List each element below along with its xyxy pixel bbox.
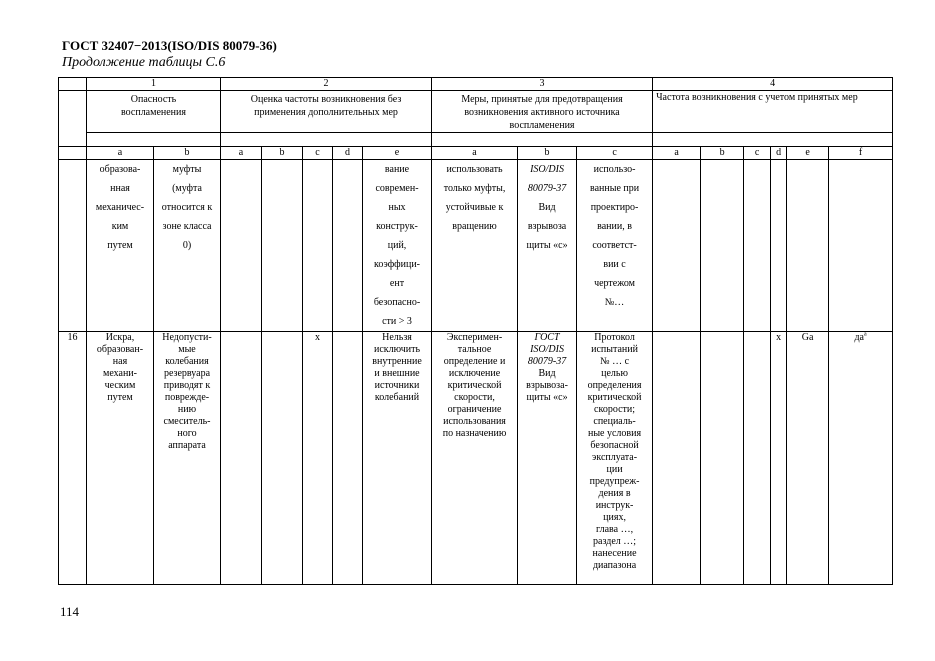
cell-2a — [221, 160, 262, 332]
sub-header-3b: b — [518, 147, 577, 160]
cell-1a: образова- нная механичес- ким путем — [87, 160, 154, 332]
group-header-ignition-hazard: Опасность воспламенения — [87, 91, 221, 133]
table-continuation-caption: Продолжение таблицы С.6 — [62, 55, 226, 70]
cell-4c — [744, 160, 771, 332]
group-number-4: 4 — [653, 78, 893, 91]
group-header-frequency-with-measures: Частота возникновения с учетом принятых мер — [653, 91, 893, 133]
cell-2c — [303, 160, 333, 332]
cell-2c: x — [303, 332, 333, 585]
cell-2d — [333, 332, 363, 585]
cell-1b: муфты (муфта относится к зоне класса 0) — [154, 160, 221, 332]
cell-1a: Искра, образован- ная механи- ческим путем — [87, 332, 154, 585]
header-blank-cell — [59, 147, 87, 160]
cell-2e: вание современ- ных конструк- ций, коэффици- ент безопасно- сти > 3 — [363, 160, 432, 332]
cell-4d — [771, 160, 787, 332]
sub-header-1b: b — [154, 147, 221, 160]
cell-3c: Протокол испытаний № … с целью определения критической скорости; специаль- ные условия безопасной эксплуата- ции предупреж- дения в инструк- циях, глава …, раздел …; нанесение диапазона — [577, 332, 653, 585]
cell-2a — [221, 332, 262, 585]
sub-header-4f: f — [829, 147, 893, 160]
cell-4d: x — [771, 332, 787, 585]
group-number-row — [59, 78, 893, 91]
group-number-3: 3 — [432, 78, 653, 91]
cell-4f-value: да — [854, 332, 864, 343]
cell-3b-protection: Вид взрывоза щиты «с» — [526, 202, 568, 251]
sub-header-2b: b — [262, 147, 303, 160]
sub-header-4e: e — [787, 147, 829, 160]
cell-3a: использовать только муфты, устойчивые к вращению — [432, 160, 518, 332]
sub-header-row — [59, 147, 893, 160]
header-blank-cell — [59, 91, 87, 147]
table-row — [59, 332, 893, 585]
cell-4a — [653, 332, 701, 585]
header-spacer-row — [59, 133, 893, 147]
group-header-row — [59, 91, 893, 133]
sub-header-2a: a — [221, 147, 262, 160]
cell-2b — [262, 332, 303, 585]
sub-header-4d: d — [771, 147, 787, 160]
cell-4e — [787, 160, 829, 332]
cell-3b-standard: ISO/DIS 80079-37 — [527, 164, 567, 194]
sub-header-2c: c — [303, 147, 333, 160]
page-number: 114 — [60, 604, 80, 619]
sub-header-2d: d — [333, 147, 363, 160]
cell-4c — [744, 332, 771, 585]
sub-header-4a: a — [653, 147, 701, 160]
footnote-marker: а — [864, 331, 867, 338]
cell-3b — [518, 160, 577, 332]
cell-4b — [701, 160, 744, 332]
cell-4f — [829, 332, 893, 585]
cell-3b — [518, 332, 577, 585]
cell-4a — [653, 160, 701, 332]
cell-1b: Недопусти- мые колебания резервуара приводят к поврежде- нию смеситель- ного аппарата — [154, 332, 221, 585]
group-number-1: 1 — [87, 78, 221, 91]
sub-header-3c: c — [577, 147, 653, 160]
table-row — [59, 160, 893, 332]
group-number-2: 2 — [221, 78, 432, 91]
group-header-frequency-without-measures: Оценка частоты возникновения без применения дополнительных мер — [221, 91, 432, 133]
cell-2e: Нельзя исключить внутренние и внешние источники колебаний — [363, 332, 432, 585]
hazard-table — [58, 77, 893, 585]
sub-header-4b: b — [701, 147, 744, 160]
cell-3b-standard: ГОСТ ISO/DIS 80079-37 — [527, 332, 567, 367]
sub-header-4c: c — [744, 147, 771, 160]
document-title: ГОСТ 32407−2013(ISO/DIS 80079-36) — [62, 38, 277, 53]
cell-4e: Ga — [787, 332, 829, 585]
cell-row-number: 16 — [59, 332, 87, 585]
sub-header-1a: a — [87, 147, 154, 160]
cell-3b-protection: Вид взрывоза- щиты «с» — [526, 368, 568, 403]
group-header-preventive-measures: Меры, принятые для предотвращения возникновения активного источника воспламенения — [432, 91, 653, 133]
cell-2d — [333, 160, 363, 332]
sub-header-3a: a — [432, 147, 518, 160]
cell-3c: использо- ванные при проектиро- вании, в соответст- вии с чертежом №… — [577, 160, 653, 332]
sub-header-2e: e — [363, 147, 432, 160]
cell-4f — [829, 160, 893, 332]
header-blank-cell — [59, 78, 87, 91]
cell-row-number — [59, 160, 87, 332]
cell-2b — [262, 160, 303, 332]
cell-3a: Эксперимен- тальное определение и исключение критической скорости, ограничение использования по назначению — [432, 332, 518, 585]
cell-4b — [701, 332, 744, 585]
